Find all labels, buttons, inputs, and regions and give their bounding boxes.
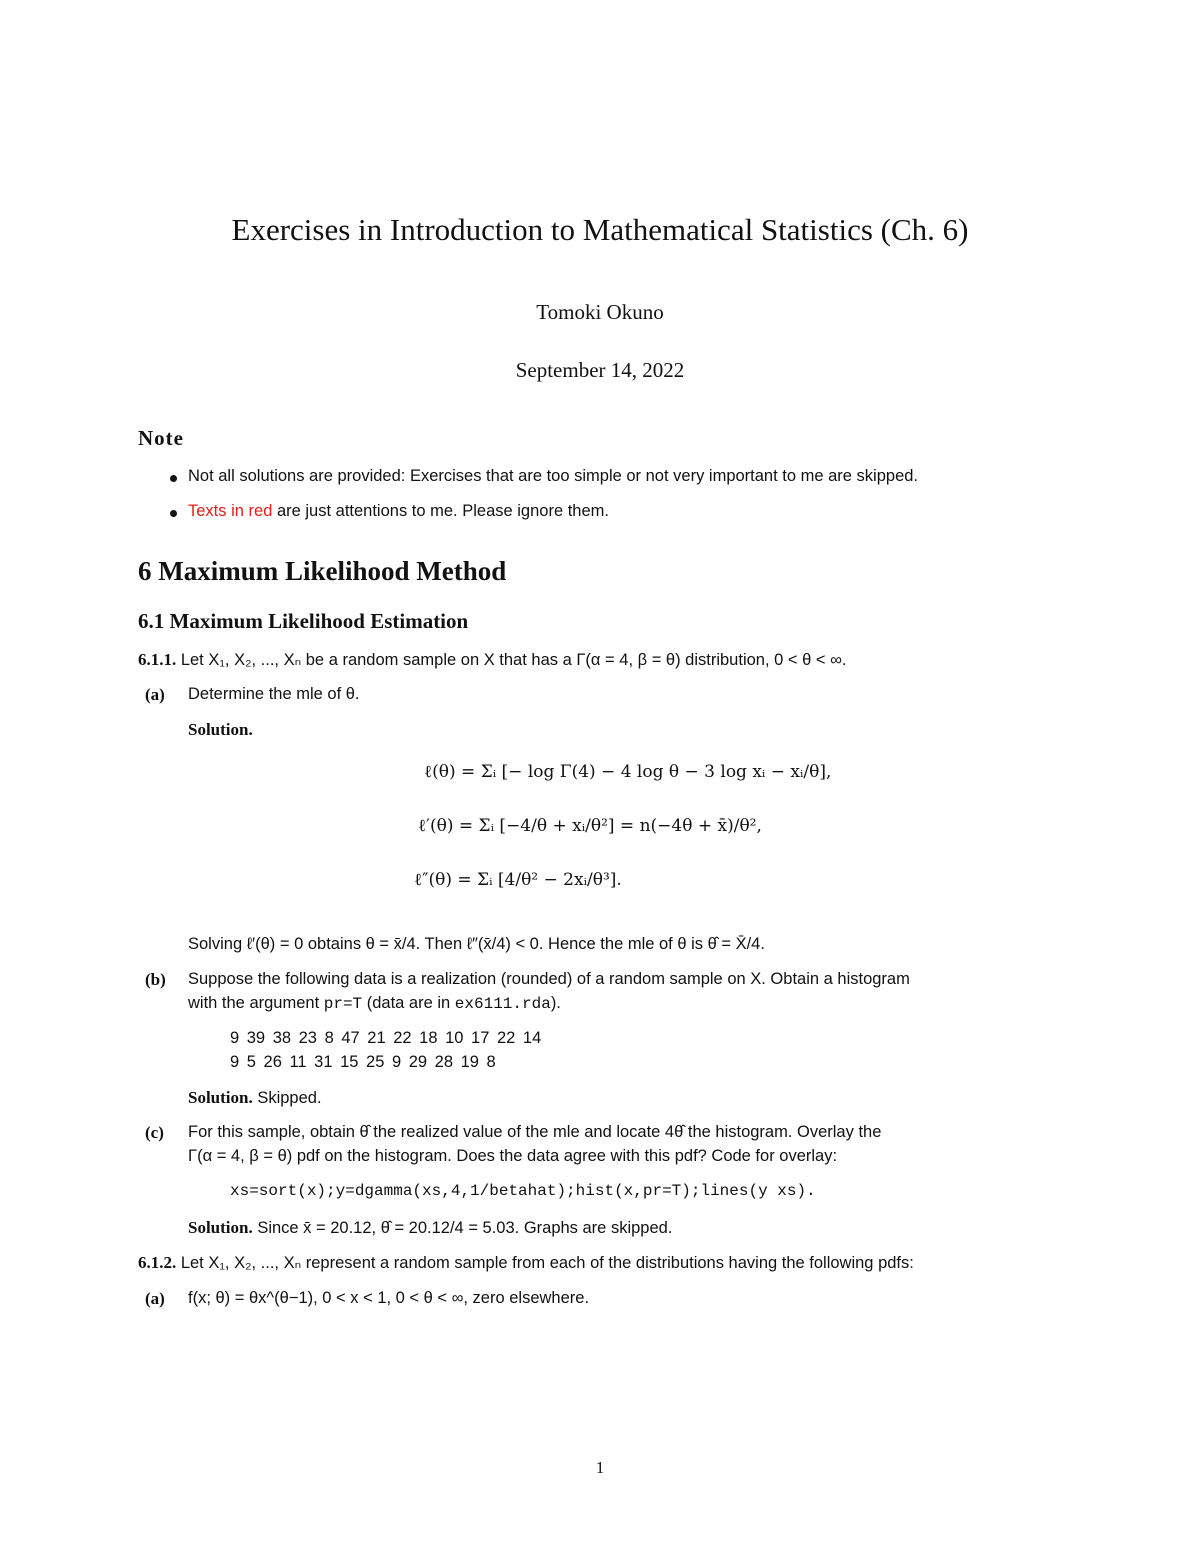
data-file-name: ex6111.rda bbox=[454, 995, 551, 1013]
exercise-text: Let X₁, X₂, ..., Xₙ be a random sample on X that has a Γ(α = 4, β = θ) distribution, 0 < θ < ∞. bbox=[176, 651, 847, 669]
bullet-dot-1 bbox=[170, 475, 177, 482]
page-number: 1 bbox=[595, 1458, 605, 1477]
part-b-label: (b) bbox=[145, 970, 166, 989]
note-bullet-2 bbox=[188, 502, 609, 521]
part-b-line-1: Suppose the following data is a realization (rounded) of a random sample on X. Obtain a histogram bbox=[188, 970, 910, 988]
part-c-label: (c) bbox=[145, 1123, 164, 1142]
equation-second-derivative: ℓ″(θ) = Σᵢ [4/θ² − 2xᵢ/θ³]. bbox=[414, 870, 622, 890]
equation-loglik: ℓ(θ) = Σᵢ [− log Γ(4) − 4 log θ − 3 log xᵢ − xᵢ/θ], bbox=[424, 762, 832, 782]
exercise-number: 6.1.1. bbox=[138, 650, 177, 669]
note-bullet-2-rest: are just attentions to me. Please ignore them. bbox=[272, 502, 609, 520]
document-date: September 14, 2022 bbox=[515, 358, 685, 382]
part-b-line-2-mid: (data are in bbox=[362, 994, 455, 1012]
red-text-sample: Texts in red bbox=[188, 502, 273, 520]
part-a-text: Determine the mle of θ. bbox=[188, 685, 360, 703]
equation-first-derivative: ℓ′(θ) = Σᵢ [−4/θ + xᵢ/θ²] = n(−4θ + x̄)/θ², bbox=[418, 816, 762, 836]
part-b-solution bbox=[188, 1088, 322, 1108]
exercise-text-2: Let X₁, X₂, ..., Xₙ represent a random sample from each of the distributions having the following pdfs: bbox=[176, 1254, 914, 1272]
solution-conclusion: Solving ℓ′(θ) = 0 obtains θ = x̄/4. Then ℓ″(x̄/4) < 0. Hence the mle of θ is θ̂ = X̄/4. bbox=[188, 935, 765, 953]
data-row-2: 9 5 26 11 31 15 25 9 29 28 19 8 bbox=[230, 1053, 496, 1071]
part-b-line-2-pre: with the argument bbox=[188, 994, 324, 1012]
part-a-label: (a) bbox=[145, 685, 165, 704]
part-b-line-2 bbox=[188, 994, 561, 1013]
document-title: Exercises in Introduction to Mathematical Statistics (Ch. 6) bbox=[231, 212, 969, 247]
subsection-heading: 6.1 Maximum Likelihood Estimation bbox=[138, 609, 469, 633]
overlay-code: xs=sort(x);y=dgamma(xs,4,1/betahat);hist(x,pr=T);lines(y xs). bbox=[230, 1182, 816, 1200]
ex612-part-a-text: f(x; θ) = θx^(θ−1), 0 < x < 1, 0 < θ < ∞, zero elsewhere. bbox=[188, 1289, 590, 1307]
section-heading: 6 Maximum Likelihood Method bbox=[138, 556, 507, 586]
solution-label-b: Solution. bbox=[188, 1088, 253, 1107]
part-c-solution bbox=[188, 1218, 672, 1238]
bullet-dot-2 bbox=[170, 510, 177, 517]
solution-label: Solution. bbox=[188, 720, 253, 739]
note-bullet-1: Not all solutions are provided: Exercises that are too simple or not very important to me are skipped. bbox=[188, 467, 919, 485]
part-b-line-2-post: ). bbox=[550, 994, 561, 1012]
exercise-number-2: 6.1.2. bbox=[138, 1253, 177, 1272]
author-name: Tomoki Okuno bbox=[536, 300, 664, 324]
note-heading: Note bbox=[138, 426, 184, 450]
ex612-part-a-label: (a) bbox=[145, 1289, 165, 1308]
exercise-6-1-2-intro bbox=[138, 1253, 914, 1273]
part-b-solution-text: Skipped. bbox=[257, 1089, 322, 1107]
part-c-line-2: Γ(α = 4, β = θ) pdf on the histogram. Does the data agree with this pdf? Code for overlay: bbox=[188, 1147, 838, 1165]
data-row-1: 9 39 38 23 8 47 21 22 18 10 17 22 14 bbox=[230, 1029, 542, 1047]
part-c-line-1: For this sample, obtain θ̂ the realized value of the mle and locate 4θ̂ the histogram. Overlay the bbox=[188, 1123, 882, 1141]
solution-label-c: Solution. bbox=[188, 1218, 253, 1237]
code-pr-t: pr=T bbox=[323, 995, 363, 1013]
part-c-solution-text: Since x̄ = 20.12, θ̂ = 20.12/4 = 5.03. Graphs are skipped. bbox=[257, 1219, 673, 1237]
exercise-6-1-1-intro bbox=[138, 650, 846, 670]
